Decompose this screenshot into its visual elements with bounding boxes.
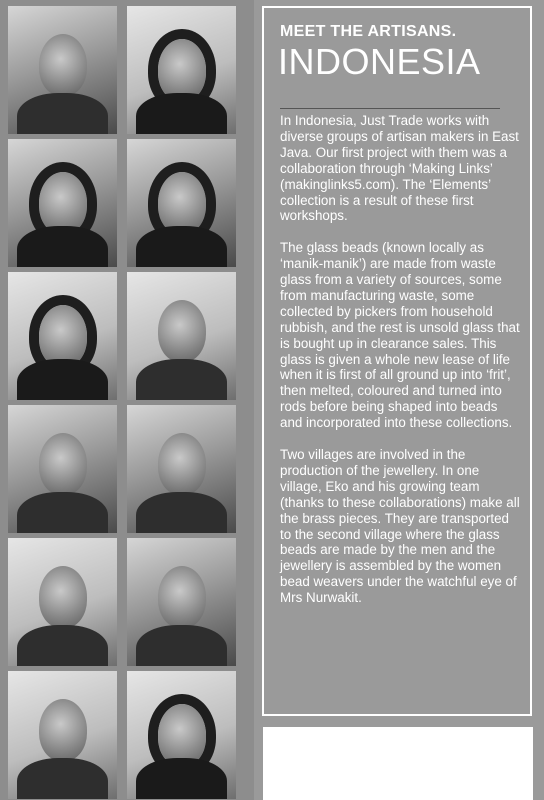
- artisan-photo-4: [127, 139, 236, 267]
- artisan-photo-3: [8, 139, 117, 267]
- artisan-photo-1: [8, 6, 117, 134]
- section-eyebrow: MEET THE ARTISANS.: [280, 23, 457, 40]
- paragraph-villages: Two villages are involved in the production of the jewellery. In one village, Eko and his growing team (thanks to these collaborations) make all the brass pieces. They are transported to the second village where the glass beads are made by the men and the jewellery is assembled by the women bead weavers under the watchful eye of Mrs Nurwakit.: [280, 447, 520, 606]
- title-divider: [280, 108, 500, 109]
- artisan-photo-2: [127, 6, 236, 134]
- artisan-photo-5: [8, 272, 117, 400]
- paragraph-glass-beads: The glass beads (known locally as ‘manik-manik’) are made from waste glass from a variety of sources, some from manufacturing waste, some collected by pickers from household rubbish, and the rest is unsold glass that is bought up in clearance sales. This glass is given a whole new lease of life when it is first of all ground up into ‘frit’, then melted, coloured and turned into rods before being shaped into beads and incorporated into these collections.: [280, 240, 520, 431]
- info-panel: [254, 0, 544, 800]
- artisan-photo-10: [127, 538, 236, 666]
- body-text: [280, 113, 520, 622]
- blank-label-box: [263, 727, 533, 800]
- artisan-photo-7: [8, 405, 117, 533]
- artisan-photo-6: [127, 272, 236, 400]
- paragraph-intro: In Indonesia, Just Trade works with diverse groups of artisan makers in East Java. Our first project with them was a collaboration through ‘Making Links’ (makinglinks5.com). The ‘Elements’ collection is a result of these first workshops.: [280, 113, 519, 224]
- page-title: INDONESIA: [278, 41, 481, 82]
- artisan-photo-11: [8, 671, 117, 799]
- artisan-photo-9: [8, 538, 117, 666]
- artisan-photo-8: [127, 405, 236, 533]
- artisan-photo-12: [127, 671, 236, 799]
- artisan-photo-grid: [8, 6, 240, 800]
